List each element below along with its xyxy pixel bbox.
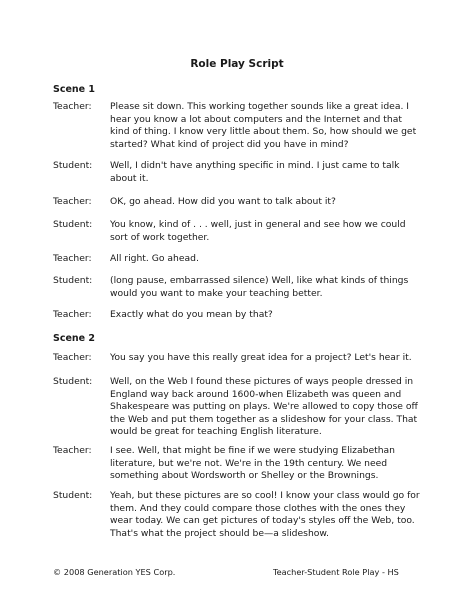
speech-text: (long pause, embarrassed silence) Well, like what kinds of things would you want to make your teaching better. (110, 275, 409, 299)
speaker-label: Student: (53, 219, 93, 230)
scene-2-heading: Scene 2 (53, 333, 96, 344)
speaker-label: Student: (53, 275, 93, 286)
speaker-label: Teacher: (53, 196, 92, 207)
speech-text: Well, on the Web I found these pictures of ways people dressed in England way back around 1600-when Elizabeth was queen and Shakespeare was putting on plays. We're allowed to copy those off the Web and put them together as a slideshow for your class. That would be great for teaching English literature. (110, 376, 418, 438)
speech-text: Well, I didn't have anything specific in mind. I just came to talk about it. (110, 160, 400, 184)
speaker-label: Student: (53, 490, 93, 501)
speaker-label: Student: (53, 376, 93, 387)
speech-text: Exactly what do you mean by that? (110, 309, 273, 320)
speech-text: OK, go ahead. How did you want to talk about it? (110, 196, 336, 207)
speech-text: I see. Well, that might be fine if we were studying Elizabethan literature, but we're not. We're in the 19th century. We need something about Wordsworth or Shelley or the Brownings. (110, 445, 395, 482)
speech-text: All right. Go ahead. (110, 253, 199, 264)
speaker-label: Teacher: (53, 352, 92, 363)
speech-text: You say you have this really great idea for a project? Let's hear it. (110, 352, 412, 363)
speech-text: Please sit down. This working together sounds like a great idea. I hear you know a lot about computers and the Internet and that kind of thing. I know very little about them. So, how should we get started? What kind of project did you have in mind? (110, 101, 417, 150)
footer-copyright: © 2008 Generation YES Corp. (53, 567, 176, 577)
speaker-label: Student: (53, 160, 93, 171)
speaker-label: Teacher: (53, 101, 92, 112)
footer-document-name: Teacher-Student Role Play - HS (273, 567, 399, 577)
speaker-label: Teacher: (53, 309, 92, 320)
speech-text: You know, kind of . . . well, just in general and see how we could sort of work together. (110, 219, 406, 243)
speaker-label: Teacher: (53, 253, 92, 264)
speaker-label: Teacher: (53, 445, 92, 456)
speech-text: Yeah, but these pictures are so cool! I know your class would go for them. And they could compare those clothes with the ones they wear today. We can get pictures of today's styles off the Web, too. That's what the project should be—a slideshow. (110, 490, 420, 539)
scene-1-heading: Scene 1 (53, 84, 96, 95)
document-title: Role Play Script (190, 58, 284, 70)
